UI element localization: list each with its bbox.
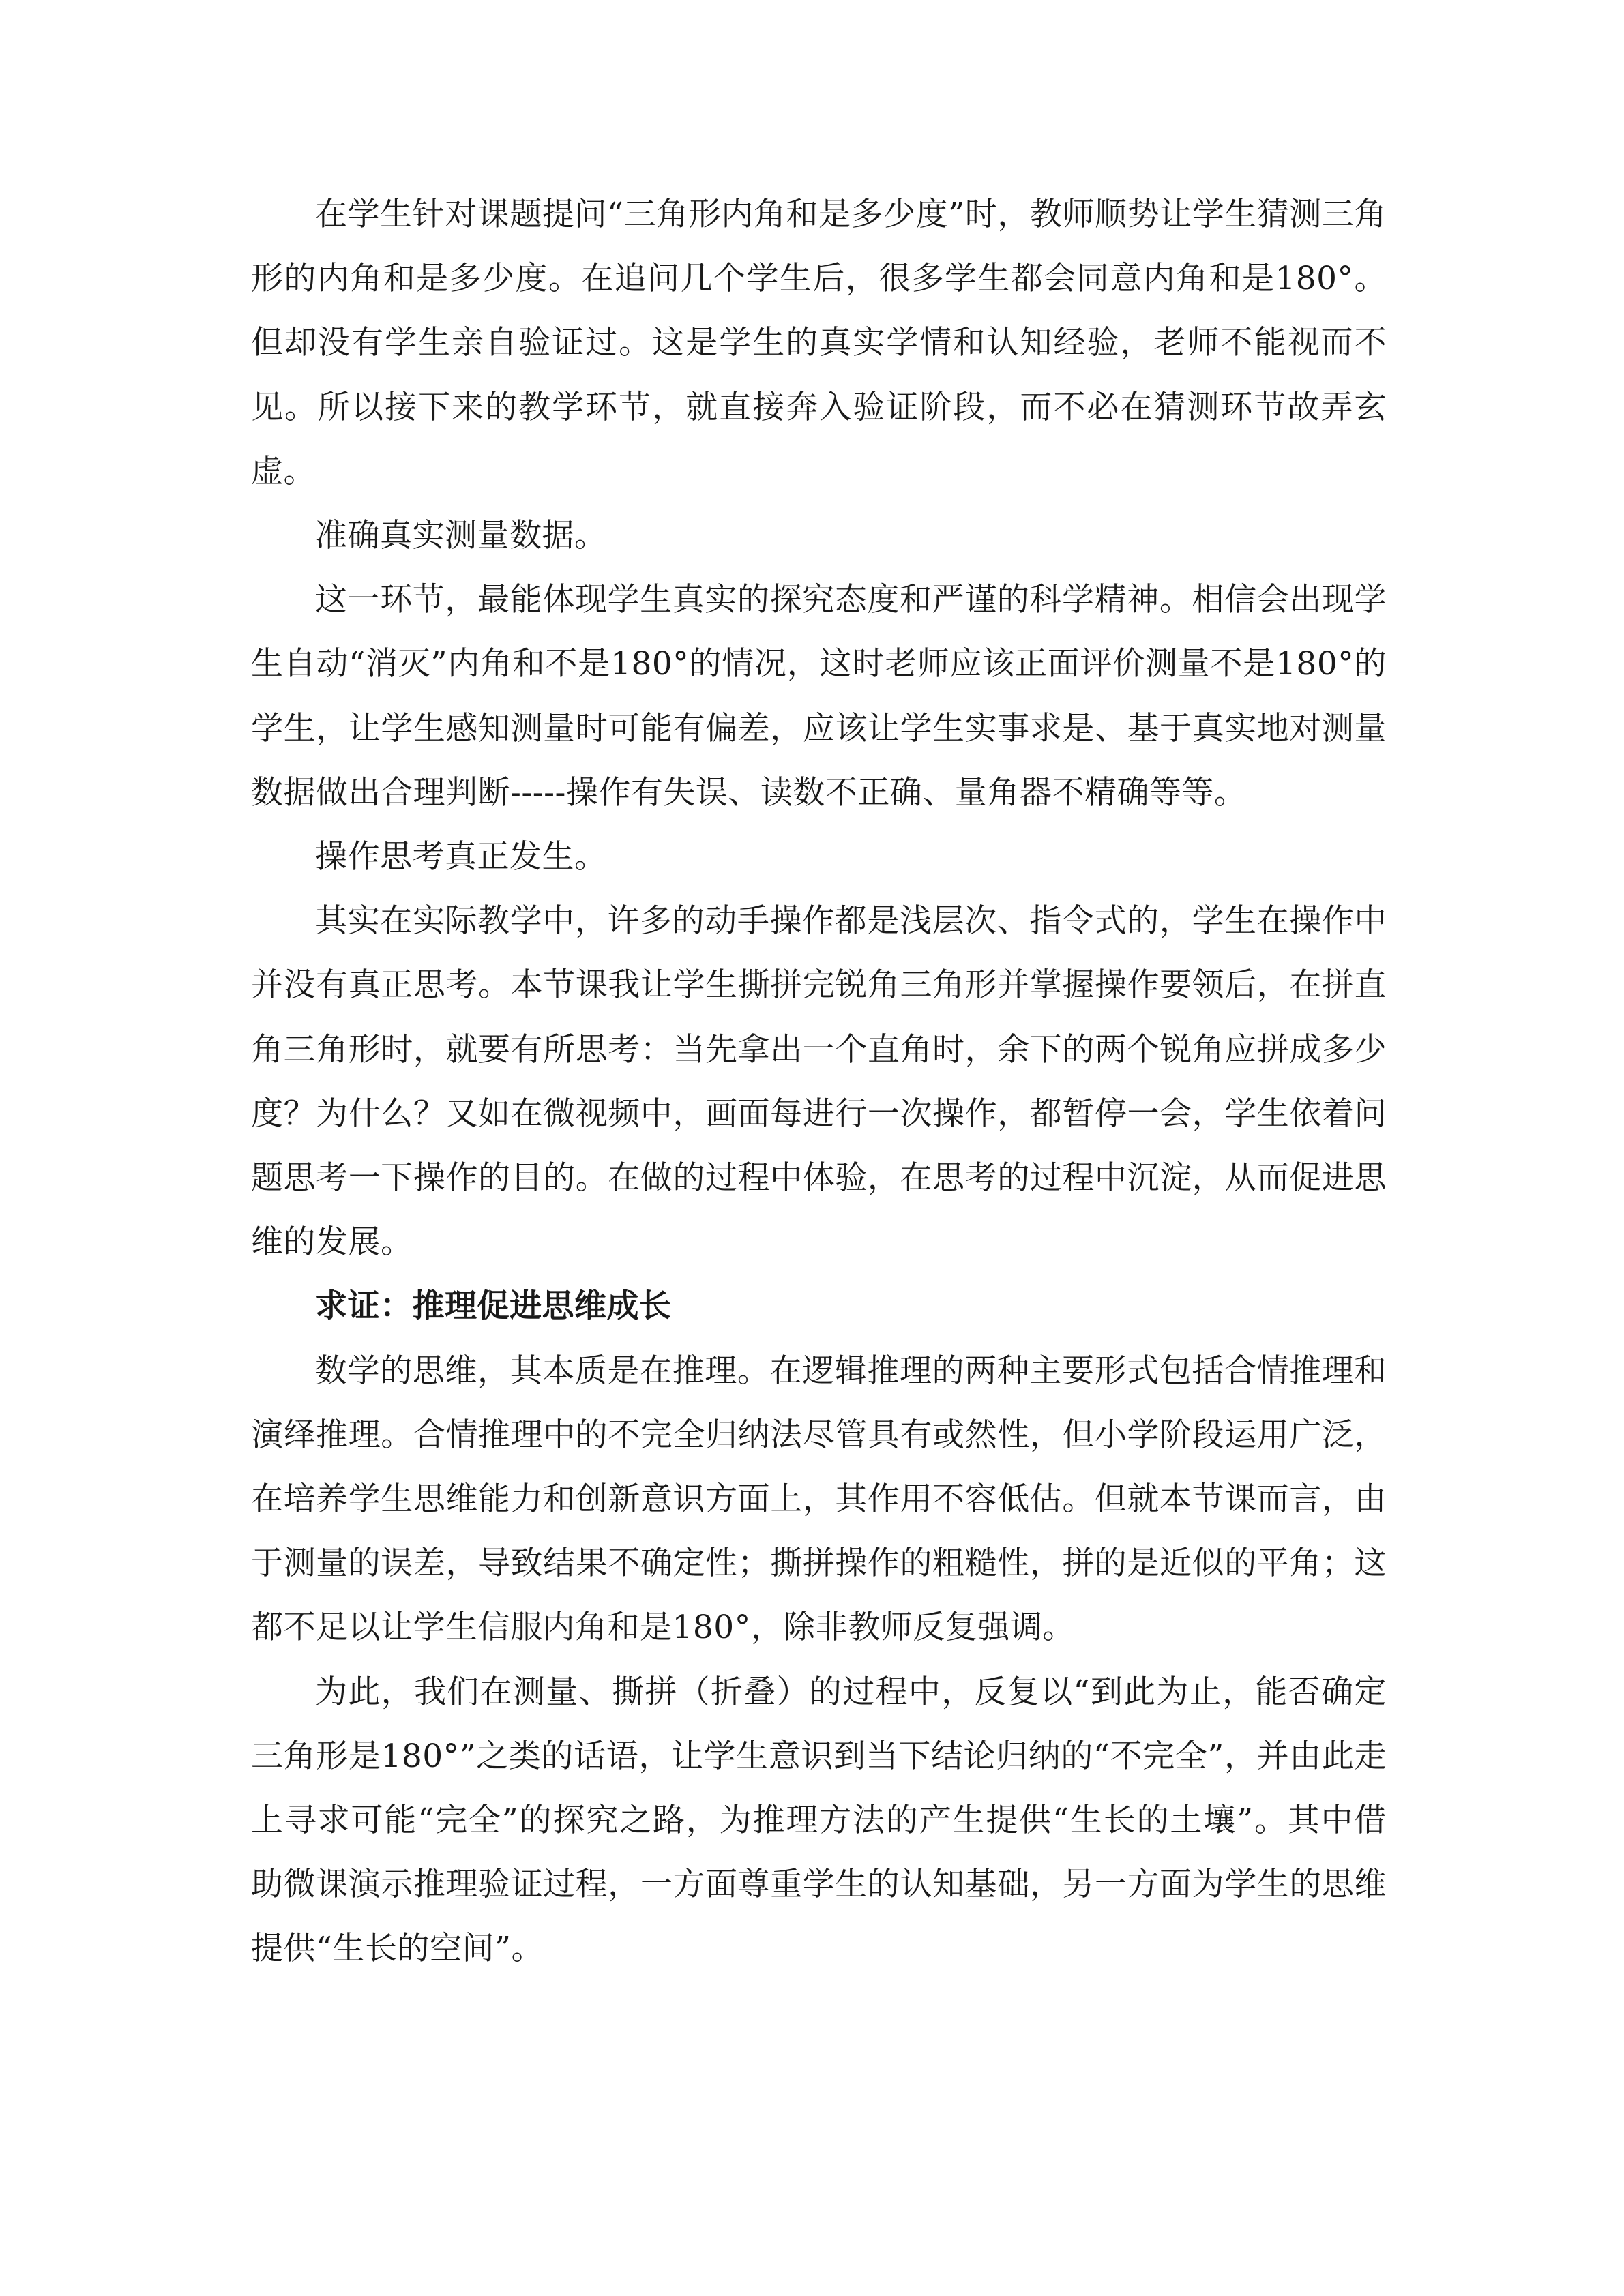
- section-heading-proof: 求证：推理促进思维成长: [315, 1287, 672, 1326]
- document-body: [251, 183, 1387, 1982]
- paragraph-hands-on-operation: 其实在实际教学中，许多的动手操作都是浅层次、指令式的，学生在操作中并没有真正思考。本节课我让学生撕拼完锐角三角形并掌握操作要领后，在拼直角三角形时，就要有所思考：当先拿出一个直角时，余下的两个锐角应拼成多少度？为什么？又如在微视频中，画面每进行一次操作，都暂停一会，学生依着问题思考一下操作的目的。在做的过程中体验，在思考的过程中沉淀，从而促进思维的发展。: [251, 902, 1387, 1262]
- paragraph-operation-thinking: 操作思考真正发生。: [315, 838, 607, 876]
- paragraph-measurement-attitude: 这一环节，最能体现学生真实的探究态度和严谨的科学精神。相信会出现学生自动“消灭”内角和不是180°的情况，这时老师应该正面评价测量不是180°的学生，让学生感知测量时可能有偏差，应该让学生实事求是、基于真实地对测量数据做出合理判断-----操作有失误、读数不正确、量角器不精确等等。: [251, 581, 1387, 811]
- paragraph-accurate-measurement: 准确真实测量数据。: [315, 517, 607, 555]
- paragraph-growth-space: 为此，我们在测量、撕拼（折叠）的过程中，反复以“到此为止，能否确定三角形是180°”之类的话语，让学生意识到当下结论归纳的“不完全”，并由此走上寻求可能“完全”的探究之路，为推理方法的产生提供“生长的土壤”。其中借助微课演示推理验证过程，一方面尊重学生的认知基础，另一方面为学生的思维提供“生长的空间”。: [251, 1673, 1387, 1968]
- paragraph-mathematical-reasoning: 数学的思维，其本质是在推理。在逻辑推理的两种主要形式包括合情推理和演绎推理。合情推理中的不完全归纳法尽管具有或然性，但小学阶段运用广泛，在培养学生思维能力和创新意识方面上，其作用不容低估。但就本节课而言，由于测量的误差，导致结果不确定性；撕拼操作的粗糙性，拼的是近似的平角；这都不足以让学生信服内角和是180°，除非教师反复强调。: [251, 1352, 1387, 1647]
- paragraph-guess-angle-sum: 在学生针对课题提问“三角形内角和是多少度”时，教师顺势让学生猜测三角形的内角和是多少度。在追问几个学生后，很多学生都会同意内角和是180°。但却没有学生亲自验证过。这是学生的真实学情和认知经验，老师不能视而不见。所以接下来的教学环节，就直接奔入验证阶段，而不必在猜测环节故弄玄虚。: [251, 196, 1387, 490]
